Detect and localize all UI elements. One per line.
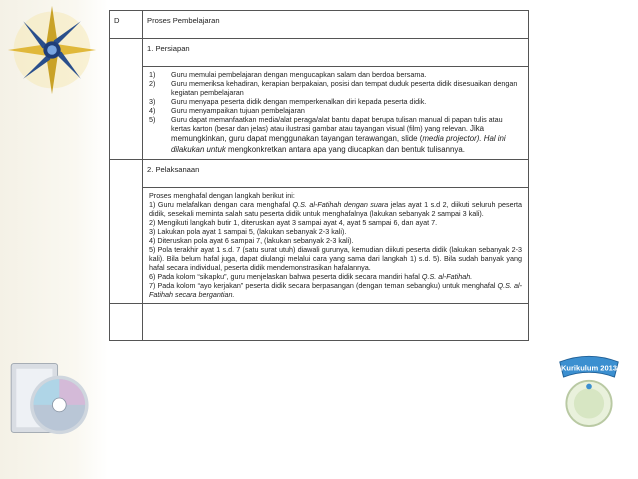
step-5: 5) Pola terakhir ayat 1 s.d. 7 (satu surat utuh) diawali gurunya, kemudian diikuti peserta didik (lakukan sebanyak 2-3 kali). Bila belum hafal juga, dapat diulangi melalui cara yang sama dari langkah 1) s.d. 5). Bila sudah banyak yang hafal secara individual, peserta didik mendemonstrasikan hafalannya. [149,244,522,272]
column-d-label: D [110,11,143,39]
step-1: 1) Guru melafalkan dengan cara menghafal Q.S. al-Fatihah dengan suara jelas ayat 1 s.d 2, diikuti seluruh peserta didik, sesekali meminta salah satu peserta didik untuk menghafalnya (lakukan sebanyak 2 sampai 3 kali). [149,199,523,218]
disc-icon [6,355,92,441]
empty-cell [143,303,529,340]
list-item: 4) Guru menyampaikan tujuan pembelajaran [149,106,305,115]
compass-rose-icon [4,2,100,98]
lesson-process-table [109,10,529,341]
empty-row [110,303,529,340]
list-item: 3) Guru menyapa peserta didik dengan memperkenalkan diri kepada peserta didik. [149,97,427,106]
empty-cell [110,303,143,340]
list-item: 1) Guru memulai pembelajaran dengan mengucapkan salam dan berdoa bersama. [149,70,427,79]
step-6: 6) Pada kolom “sikapku”, guru menjelaskan bahwa peserta didik secara mandiri hafal Q.S. al-Fatihah. [149,271,473,281]
section1-content-row [110,67,529,160]
step-4: 4) Diteruskan pola ayat 6 sampai 7, (lakukan sebanyak 2-3 kali). [149,235,354,245]
section1-content [143,67,529,160]
step-7: 7) Pada kolom “ayo kerjakan” peserta didik secara berpasangan (dengan teman sebangku) untuk menghafal Q.S. al-Fatihah secara bergantian. [149,280,522,299]
section2-title: 2. Pelaksanaan [143,159,529,187]
step-3: 3) Lakukan pola ayat 1 sampai 5, (lakukan sebanyak 2-3 kali). [149,226,347,236]
section2-title-row [110,159,529,187]
header-title: Proses Pembelajaran [143,11,529,39]
intro-text: Proses menghafal dengan langkah berikut ini: [149,190,295,200]
section2-content-row [110,187,529,303]
header-row [110,11,529,39]
list-item: 5) Guru dapat memanfaatkan media/alat peraga/alat bantu dapat berupa tulisan manual di papan tulis atau kertas karton (besar dan jelas) atau ilustrasi gambar atau tayangan visual (film) yang relevan. Jika memungkinkan, guru dapat menggunakan tayangan terawangan, slide (media projector). Hal ini dilakukan untuk mengkonkretkan antara apa yang diucapkan dan bentuk tulisannya. [149,115,506,154]
section1-title-row [110,39,529,67]
svg-text:Kurikulum 2013: Kurikulum 2013 [560,363,618,373]
step-2: 2) Mengikuti langkah butir 1, diteruskan ayat 3 sampai ayat 4, ayat 5 sampai 6, dan ayat 7. [149,217,438,227]
preparation-list [149,70,522,155]
section2-content [143,187,529,303]
empty-cell [110,39,143,160]
empty-cell [110,159,143,303]
curriculum-badge-logo [556,350,622,438]
section1-title: 1. Persiapan [143,39,529,67]
list-item: 2) Guru memeriksa kehadiran, kerapian berpakaian, posisi dan tempat duduk peserta didik disesuaikan dengan kegiatan pembelajaran [149,79,518,97]
